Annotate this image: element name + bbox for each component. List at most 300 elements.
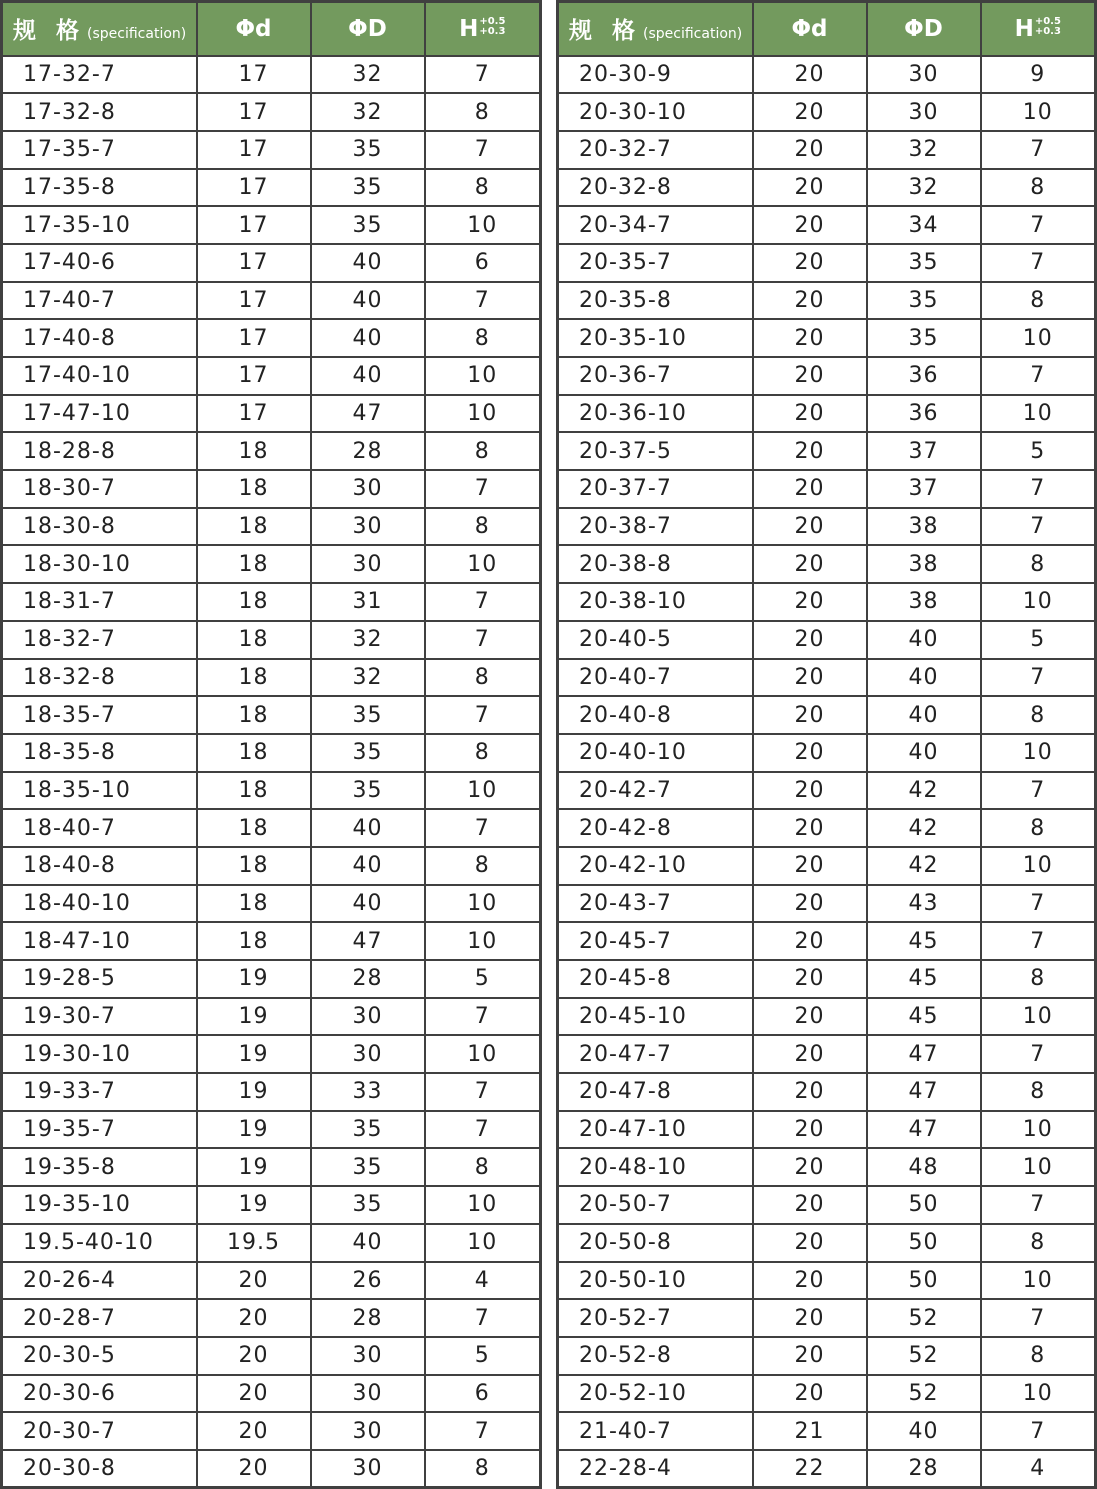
- cell-inner-diameter: 20: [753, 885, 867, 923]
- cell-height: 10: [981, 1111, 1096, 1149]
- cell-outer-diameter: 35: [311, 1111, 425, 1149]
- cell-inner-diameter: 19: [197, 1148, 311, 1186]
- table-row: [2, 1186, 541, 1224]
- cell-height: 7: [425, 696, 541, 734]
- table-header: [558, 2, 1096, 56]
- cell-outer-diameter: 50: [867, 1186, 981, 1224]
- cell-spec: 19-35-8: [2, 1148, 197, 1186]
- cell-outer-diameter: 32: [311, 56, 425, 94]
- cell-outer-diameter: 30: [867, 56, 981, 94]
- cell-spec: 17-35-10: [2, 206, 197, 244]
- cell-inner-diameter: 20: [753, 1337, 867, 1375]
- cell-height: 10: [425, 545, 541, 583]
- cell-height: 7: [981, 244, 1096, 282]
- cell-outer-diameter: 40: [311, 885, 425, 923]
- cell-inner-diameter: 18: [197, 432, 311, 470]
- table-row: [558, 395, 1096, 433]
- cell-height: 10: [981, 1262, 1096, 1300]
- cell-spec: 18-40-10: [2, 885, 197, 923]
- cell-inner-diameter: 20: [753, 1111, 867, 1149]
- cell-inner-diameter: 20: [753, 169, 867, 207]
- cell-spec: 20-30-10: [558, 93, 753, 131]
- cell-height: 10: [425, 922, 541, 960]
- cell-spec: 20-50-8: [558, 1224, 753, 1262]
- cell-inner-diameter: 19: [197, 1073, 311, 1111]
- cell-outer-diameter: 47: [867, 1073, 981, 1111]
- cell-height: 8: [425, 659, 541, 697]
- cell-spec: 20-30-7: [2, 1412, 197, 1450]
- cell-spec: 20-28-7: [2, 1299, 197, 1337]
- cell-height: 7: [981, 357, 1096, 395]
- table-row: [2, 545, 541, 583]
- table-row: [558, 432, 1096, 470]
- cell-outer-diameter: 35: [867, 244, 981, 282]
- header-height: H+0.5 +0.3: [425, 2, 541, 56]
- cell-spec: 20-42-7: [558, 772, 753, 810]
- cell-inner-diameter: 18: [197, 885, 311, 923]
- table-row: [2, 319, 541, 357]
- table-row: [558, 470, 1096, 508]
- cell-outer-diameter: 35: [867, 319, 981, 357]
- cell-height: 7: [425, 998, 541, 1036]
- cell-height: 10: [425, 885, 541, 923]
- cell-inner-diameter: 20: [753, 319, 867, 357]
- cell-spec: 20-26-4: [2, 1262, 197, 1300]
- cell-height: 8: [425, 1148, 541, 1186]
- cell-outer-diameter: 40: [867, 659, 981, 697]
- table-row: [2, 583, 541, 621]
- cell-spec: 20-45-10: [558, 998, 753, 1036]
- table-row: [2, 357, 541, 395]
- cell-outer-diameter: 52: [867, 1337, 981, 1375]
- table-row: [2, 1073, 541, 1111]
- cell-inner-diameter: 20: [753, 1035, 867, 1073]
- header-spec: 规 格 (specification): [2, 2, 197, 56]
- cell-height: 7: [425, 621, 541, 659]
- table-row: [558, 696, 1096, 734]
- cell-height: 10: [425, 395, 541, 433]
- cell-outer-diameter: 26: [311, 1262, 425, 1300]
- height-tolerance: +0.5 +0.3: [479, 15, 506, 37]
- cell-inner-diameter: 20: [753, 1262, 867, 1300]
- cell-outer-diameter: 35: [311, 131, 425, 169]
- cell-outer-diameter: 40: [867, 696, 981, 734]
- cell-spec: 20-30-5: [2, 1337, 197, 1375]
- cell-height: 7: [981, 885, 1096, 923]
- cell-inner-diameter: 20: [753, 772, 867, 810]
- cell-spec: 18-31-7: [2, 583, 197, 621]
- cell-height: 7: [425, 56, 541, 94]
- cell-spec: 19-28-5: [2, 960, 197, 998]
- cell-outer-diameter: 42: [867, 772, 981, 810]
- cell-outer-diameter: 45: [867, 998, 981, 1036]
- table-row: [2, 659, 541, 697]
- cell-inner-diameter: 19.5: [197, 1224, 311, 1262]
- cell-inner-diameter: 20: [753, 395, 867, 433]
- cell-inner-diameter: 20: [753, 470, 867, 508]
- cell-outer-diameter: 50: [867, 1224, 981, 1262]
- header-height: H+0.5 +0.3: [981, 2, 1096, 56]
- cell-outer-diameter: 30: [311, 1035, 425, 1073]
- cell-spec: 20-52-8: [558, 1337, 753, 1375]
- cell-height: 7: [981, 1186, 1096, 1224]
- cell-spec: 18-35-10: [2, 772, 197, 810]
- cell-inner-diameter: 18: [197, 772, 311, 810]
- cell-outer-diameter: 40: [311, 847, 425, 885]
- cell-height: 7: [981, 131, 1096, 169]
- table-row: [2, 1412, 541, 1450]
- cell-outer-diameter: 40: [867, 621, 981, 659]
- cell-spec: 18-30-10: [2, 545, 197, 583]
- cell-spec: 19.5-40-10: [2, 1224, 197, 1262]
- cell-spec: 17-32-8: [2, 93, 197, 131]
- table-row: [558, 734, 1096, 772]
- cell-outer-diameter: 47: [867, 1035, 981, 1073]
- cell-spec: 18-35-7: [2, 696, 197, 734]
- cell-height: 4: [425, 1262, 541, 1300]
- table-row: [2, 1224, 541, 1262]
- table-row: [558, 772, 1096, 810]
- cell-spec: 20-50-10: [558, 1262, 753, 1300]
- cell-spec: 20-52-10: [558, 1375, 753, 1413]
- cell-height: 10: [981, 734, 1096, 772]
- table-row: [2, 1262, 541, 1300]
- cell-outer-diameter: 43: [867, 885, 981, 923]
- cell-inner-diameter: 20: [753, 1073, 867, 1111]
- cell-inner-diameter: 18: [197, 621, 311, 659]
- cell-height: 8: [981, 696, 1096, 734]
- cell-outer-diameter: 40: [867, 734, 981, 772]
- table-body: [2, 56, 541, 1488]
- cell-inner-diameter: 18: [197, 809, 311, 847]
- cell-height: 8: [981, 1073, 1096, 1111]
- cell-inner-diameter: 20: [753, 1148, 867, 1186]
- cell-outer-diameter: 32: [311, 93, 425, 131]
- table-row: [558, 1186, 1096, 1224]
- cell-spec: 19-30-7: [2, 998, 197, 1036]
- cell-outer-diameter: 42: [867, 809, 981, 847]
- cell-height: 10: [425, 1224, 541, 1262]
- cell-spec: 19-35-10: [2, 1186, 197, 1224]
- table-row: [558, 56, 1096, 94]
- cell-inner-diameter: 20: [753, 508, 867, 546]
- cell-inner-diameter: 19: [197, 960, 311, 998]
- cell-height: 8: [425, 508, 541, 546]
- cell-outer-diameter: 42: [867, 847, 981, 885]
- cell-inner-diameter: 20: [753, 847, 867, 885]
- cell-inner-diameter: 20: [753, 1186, 867, 1224]
- table-row: [2, 1337, 541, 1375]
- cell-inner-diameter: 17: [197, 357, 311, 395]
- table-row: [2, 696, 541, 734]
- table-row: [2, 244, 541, 282]
- cell-inner-diameter: 20: [197, 1299, 311, 1337]
- cell-outer-diameter: 35: [311, 1186, 425, 1224]
- cell-outer-diameter: 40: [311, 1224, 425, 1262]
- cell-inner-diameter: 20: [197, 1337, 311, 1375]
- cell-outer-diameter: 40: [311, 244, 425, 282]
- cell-spec: 17-35-8: [2, 169, 197, 207]
- cell-spec: 18-30-7: [2, 470, 197, 508]
- table-row: [558, 545, 1096, 583]
- cell-spec: 22-28-4: [558, 1450, 753, 1488]
- table-row: [558, 659, 1096, 697]
- cell-outer-diameter: 47: [867, 1111, 981, 1149]
- cell-outer-diameter: 30: [311, 1337, 425, 1375]
- cell-outer-diameter: 38: [867, 545, 981, 583]
- cell-outer-diameter: 32: [867, 131, 981, 169]
- table-row: [558, 922, 1096, 960]
- cell-height: 5: [425, 1337, 541, 1375]
- cell-inner-diameter: 20: [753, 244, 867, 282]
- cell-height: 10: [981, 395, 1096, 433]
- cell-spec: 18-32-7: [2, 621, 197, 659]
- table-row: [2, 470, 541, 508]
- cell-height: 10: [981, 998, 1096, 1036]
- cell-inner-diameter: 19: [197, 1111, 311, 1149]
- cell-spec: 19-35-7: [2, 1111, 197, 1149]
- cell-outer-diameter: 47: [311, 395, 425, 433]
- cell-height: 5: [981, 432, 1096, 470]
- table-row: [558, 1337, 1096, 1375]
- cell-spec: 20-40-10: [558, 734, 753, 772]
- cell-height: 6: [425, 244, 541, 282]
- cell-height: 8: [981, 169, 1096, 207]
- cell-inner-diameter: 19: [197, 1035, 311, 1073]
- cell-spec: 17-40-10: [2, 357, 197, 395]
- cell-height: 7: [425, 809, 541, 847]
- table-row: [558, 282, 1096, 320]
- cell-spec: 20-30-6: [2, 1375, 197, 1413]
- header-outer-diameter: ΦD: [311, 2, 425, 56]
- cell-inner-diameter: 17: [197, 131, 311, 169]
- cell-spec: 20-45-8: [558, 960, 753, 998]
- cell-outer-diameter: 52: [867, 1375, 981, 1413]
- cell-spec: 19-33-7: [2, 1073, 197, 1111]
- table-row: [2, 206, 541, 244]
- cell-outer-diameter: 36: [867, 395, 981, 433]
- table-row: [2, 1148, 541, 1186]
- cell-height: 7: [981, 922, 1096, 960]
- cell-inner-diameter: 18: [197, 470, 311, 508]
- cell-height: 7: [981, 1035, 1096, 1073]
- table-row: [558, 998, 1096, 1036]
- height-tolerance: +0.5 +0.3: [1034, 15, 1061, 37]
- cell-height: 7: [981, 206, 1096, 244]
- cell-height: 10: [981, 1148, 1096, 1186]
- cell-height: 7: [981, 470, 1096, 508]
- cell-spec: 18-30-8: [2, 508, 197, 546]
- cell-outer-diameter: 30: [311, 545, 425, 583]
- cell-height: 7: [425, 470, 541, 508]
- cell-inner-diameter: 17: [197, 282, 311, 320]
- cell-height: 7: [425, 1073, 541, 1111]
- cell-spec: 19-30-10: [2, 1035, 197, 1073]
- header-inner-diameter: Φd: [197, 2, 311, 56]
- table-row: [558, 1299, 1096, 1337]
- cell-height: 7: [425, 282, 541, 320]
- cell-spec: 20-42-10: [558, 847, 753, 885]
- cell-height: 10: [425, 206, 541, 244]
- cell-height: 8: [425, 93, 541, 131]
- cell-height: 8: [981, 1224, 1096, 1262]
- table-row: [558, 1262, 1096, 1300]
- cell-inner-diameter: 20: [753, 734, 867, 772]
- cell-height: 7: [981, 508, 1096, 546]
- cell-inner-diameter: 20: [753, 1224, 867, 1262]
- cell-inner-diameter: 17: [197, 395, 311, 433]
- cell-inner-diameter: 20: [753, 998, 867, 1036]
- table-row: [558, 1412, 1096, 1450]
- cell-inner-diameter: 20: [753, 696, 867, 734]
- cell-outer-diameter: 30: [867, 93, 981, 131]
- cell-height: 8: [425, 319, 541, 357]
- cell-outer-diameter: 30: [311, 1450, 425, 1488]
- cell-inner-diameter: 20: [197, 1412, 311, 1450]
- header-inner-diameter: Φd: [753, 2, 867, 56]
- cell-inner-diameter: 17: [197, 93, 311, 131]
- cell-spec: 20-35-10: [558, 319, 753, 357]
- table-row: [558, 809, 1096, 847]
- cell-inner-diameter: 18: [197, 734, 311, 772]
- cell-spec: 20-30-9: [558, 56, 753, 94]
- cell-outer-diameter: 30: [311, 508, 425, 546]
- table-header: [2, 2, 541, 56]
- cell-spec: 18-28-8: [2, 432, 197, 470]
- cell-outer-diameter: 40: [867, 1412, 981, 1450]
- table-row: [2, 847, 541, 885]
- cell-inner-diameter: 20: [753, 282, 867, 320]
- cell-outer-diameter: 35: [311, 734, 425, 772]
- table-row: [558, 847, 1096, 885]
- cell-outer-diameter: 35: [311, 696, 425, 734]
- cell-height: 6: [425, 1375, 541, 1413]
- cell-spec: 18-32-8: [2, 659, 197, 697]
- cell-inner-diameter: 18: [197, 696, 311, 734]
- cell-spec: 20-30-8: [2, 1450, 197, 1488]
- cell-spec: 20-43-7: [558, 885, 753, 923]
- table-row: [2, 885, 541, 923]
- cell-inner-diameter: 18: [197, 922, 311, 960]
- cell-inner-diameter: 20: [197, 1375, 311, 1413]
- table-row: [2, 922, 541, 960]
- cell-height: 8: [981, 282, 1096, 320]
- cell-inner-diameter: 18: [197, 659, 311, 697]
- cell-inner-diameter: 20: [197, 1262, 311, 1300]
- cell-inner-diameter: 20: [753, 583, 867, 621]
- table-row: [558, 583, 1096, 621]
- cell-outer-diameter: 38: [867, 583, 981, 621]
- table-row: [558, 1450, 1096, 1488]
- table-row: [2, 998, 541, 1036]
- header-spec: 规 格 (specification): [558, 2, 753, 56]
- cell-height: 4: [981, 1450, 1096, 1488]
- table-row: [558, 885, 1096, 923]
- table-row: [2, 131, 541, 169]
- cell-outer-diameter: 28: [311, 432, 425, 470]
- cell-outer-diameter: 32: [311, 621, 425, 659]
- table-row: [558, 1224, 1096, 1262]
- cell-spec: 20-47-8: [558, 1073, 753, 1111]
- cell-outer-diameter: 32: [311, 659, 425, 697]
- cell-spec: 20-38-8: [558, 545, 753, 583]
- table-row: [2, 621, 541, 659]
- cell-outer-diameter: 45: [867, 922, 981, 960]
- cell-inner-diameter: 17: [197, 206, 311, 244]
- cell-outer-diameter: 48: [867, 1148, 981, 1186]
- table-row: [2, 1299, 541, 1337]
- table-row: [558, 621, 1096, 659]
- table-row: [2, 169, 541, 207]
- cell-inner-diameter: 20: [753, 1299, 867, 1337]
- cell-inner-diameter: 20: [753, 809, 867, 847]
- table-body: [558, 56, 1096, 1488]
- cell-spec: 20-38-10: [558, 583, 753, 621]
- table-row: [558, 206, 1096, 244]
- cell-spec: 20-40-7: [558, 659, 753, 697]
- table-row: [2, 734, 541, 772]
- cell-height: 10: [981, 93, 1096, 131]
- table-row: [2, 432, 541, 470]
- cell-inner-diameter: 20: [753, 56, 867, 94]
- cell-outer-diameter: 31: [311, 583, 425, 621]
- cell-height: 10: [425, 1186, 541, 1224]
- cell-height: 7: [981, 659, 1096, 697]
- cell-height: 10: [981, 1375, 1096, 1413]
- cell-spec: 20-52-7: [558, 1299, 753, 1337]
- table-row: [558, 1375, 1096, 1413]
- cell-outer-diameter: 37: [867, 432, 981, 470]
- cell-spec: 18-35-8: [2, 734, 197, 772]
- cell-spec: 18-40-7: [2, 809, 197, 847]
- table-row: [2, 1035, 541, 1073]
- table-row: [2, 508, 541, 546]
- table-row: [2, 960, 541, 998]
- cell-height: 10: [981, 583, 1096, 621]
- cell-outer-diameter: 45: [867, 960, 981, 998]
- table-row: [558, 960, 1096, 998]
- table-row: [558, 1035, 1096, 1073]
- cell-spec: 20-32-7: [558, 131, 753, 169]
- cell-height: 7: [425, 131, 541, 169]
- table-row: [2, 1111, 541, 1149]
- cell-spec: 20-35-7: [558, 244, 753, 282]
- table-row: [558, 131, 1096, 169]
- header-outer-diameter: ΦD: [867, 2, 981, 56]
- cell-height: 7: [981, 772, 1096, 810]
- cell-height: 10: [981, 847, 1096, 885]
- cell-spec: 20-37-5: [558, 432, 753, 470]
- cell-inner-diameter: 20: [197, 1450, 311, 1488]
- cell-outer-diameter: 28: [867, 1450, 981, 1488]
- cell-height: 10: [425, 772, 541, 810]
- cell-spec: 20-42-8: [558, 809, 753, 847]
- cell-height: 5: [425, 960, 541, 998]
- table-row: [2, 809, 541, 847]
- cell-inner-diameter: 19: [197, 998, 311, 1036]
- table-row: [558, 319, 1096, 357]
- cell-height: 8: [425, 1450, 541, 1488]
- cell-inner-diameter: 17: [197, 244, 311, 282]
- cell-inner-diameter: 18: [197, 508, 311, 546]
- cell-spec: 20-47-7: [558, 1035, 753, 1073]
- cell-inner-diameter: 20: [753, 621, 867, 659]
- cell-height: 8: [425, 432, 541, 470]
- cell-spec: 20-36-10: [558, 395, 753, 433]
- cell-inner-diameter: 20: [753, 432, 867, 470]
- cell-inner-diameter: 21: [753, 1412, 867, 1450]
- cell-height: 8: [425, 169, 541, 207]
